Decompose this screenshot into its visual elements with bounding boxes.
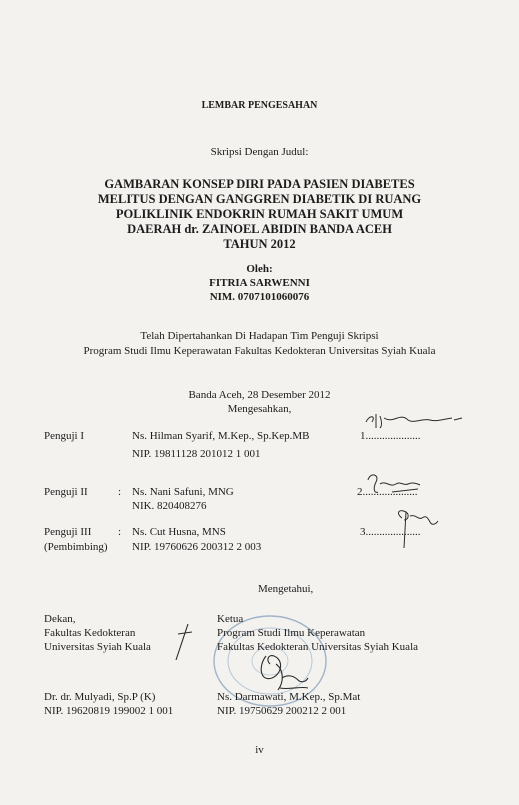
head-title: Ketua (217, 613, 244, 625)
dean-unit-2: Universitas Syiah Kuala (44, 641, 151, 653)
head-name: Ns. Darmawati, M.Kep., Sp.Mat (217, 691, 361, 703)
head-unit-2: Fakultas Kedokteran Universitas Syiah Kuala (217, 641, 419, 653)
examiner-2-name: Ns. Nani Safuni, MNG (132, 486, 234, 498)
dean-signature (168, 620, 198, 662)
page-heading: LEMBAR PENGESAHAN (201, 100, 318, 111)
examiner-3-sign-line: 3.................... (360, 526, 421, 538)
dean-id: NIP. 19620819 199002 1 001 (44, 705, 174, 717)
dean-unit-1: Fakultas Kedokteran (44, 627, 136, 639)
examiner-1-name: Ns. Hilman Syarif, M.Kep., Sp.Kep.MB (132, 430, 310, 442)
thesis-title-line-1: GAMBARAN KONSEP DIRI PADA PASIEN DIABETES (104, 177, 415, 191)
examiner-1-role: Penguji I (44, 430, 85, 442)
examiner-2-role: Penguji II (44, 486, 88, 498)
place-date: Banda Aceh, 28 Desember 2012 (188, 389, 331, 401)
author-nim: NIM. 0707101060076 (209, 291, 310, 303)
acknowledged-label: Mengetahui, (258, 583, 314, 595)
examiner-2-signature (362, 470, 432, 496)
thesis-title-line-4: DAERAH dr. ZAINOEL ABIDIN BANDA ACEH (127, 222, 392, 236)
examiner-1-sign-line: 1.................... (360, 430, 421, 442)
dean-name: Dr. dr. Mulyadi, Sp.P (K) (44, 691, 156, 703)
page-number: iv (255, 744, 264, 756)
defense-line-1: Telah Dipertahankan Di Hadapan Tim Penguji Skripsi (140, 330, 379, 342)
thesis-title-line-3: POLIKLINIK ENDOKRIN RUMAH SAKIT UMUM (115, 207, 404, 221)
head-unit-1: Program Studi Ilmu Keperawatan (217, 627, 366, 639)
author-by-label: Oleh: (246, 263, 273, 275)
examiner-3-name: Ns. Cut Husna, MNS (132, 526, 226, 538)
examiner-2-sign-line: 2.................... (357, 486, 418, 498)
thesis-title-line-5: TAHUN 2012 (223, 237, 296, 251)
examiner-2-id: NIK. 820408276 (132, 500, 207, 512)
approved-label: Mengesahkan, (227, 403, 292, 415)
examiner-3-signature (392, 506, 442, 552)
dean-title: Dekan, (44, 613, 76, 625)
examiner-3-role: Penguji III (44, 526, 92, 538)
examiner-3-id: NIP. 19760626 200312 2 003 (132, 541, 262, 553)
examiner-1-id: NIP. 19811128 201012 1 001 (132, 448, 261, 460)
page-subheading: Skripsi Dengan Judul: (210, 146, 309, 158)
author-name: FITRIA SARWENNI (209, 277, 310, 289)
examiner-1-signature (362, 408, 472, 434)
examiner-2-colon: : (118, 486, 122, 498)
thesis-title-line-2: MELITUS DENGAN GANGGREN DIABETIK DI RUANG (97, 192, 422, 206)
defense-line-2: Program Studi Ilmu Keperawatan Fakultas Kedokteran Universitas Syiah Kuala (83, 345, 436, 357)
head-id: NIP. 19750629 200212 2 001 (217, 705, 347, 717)
examiner-3-colon: : (118, 526, 122, 538)
examiner-3-role-sub: (Pembimbing) (44, 541, 108, 553)
